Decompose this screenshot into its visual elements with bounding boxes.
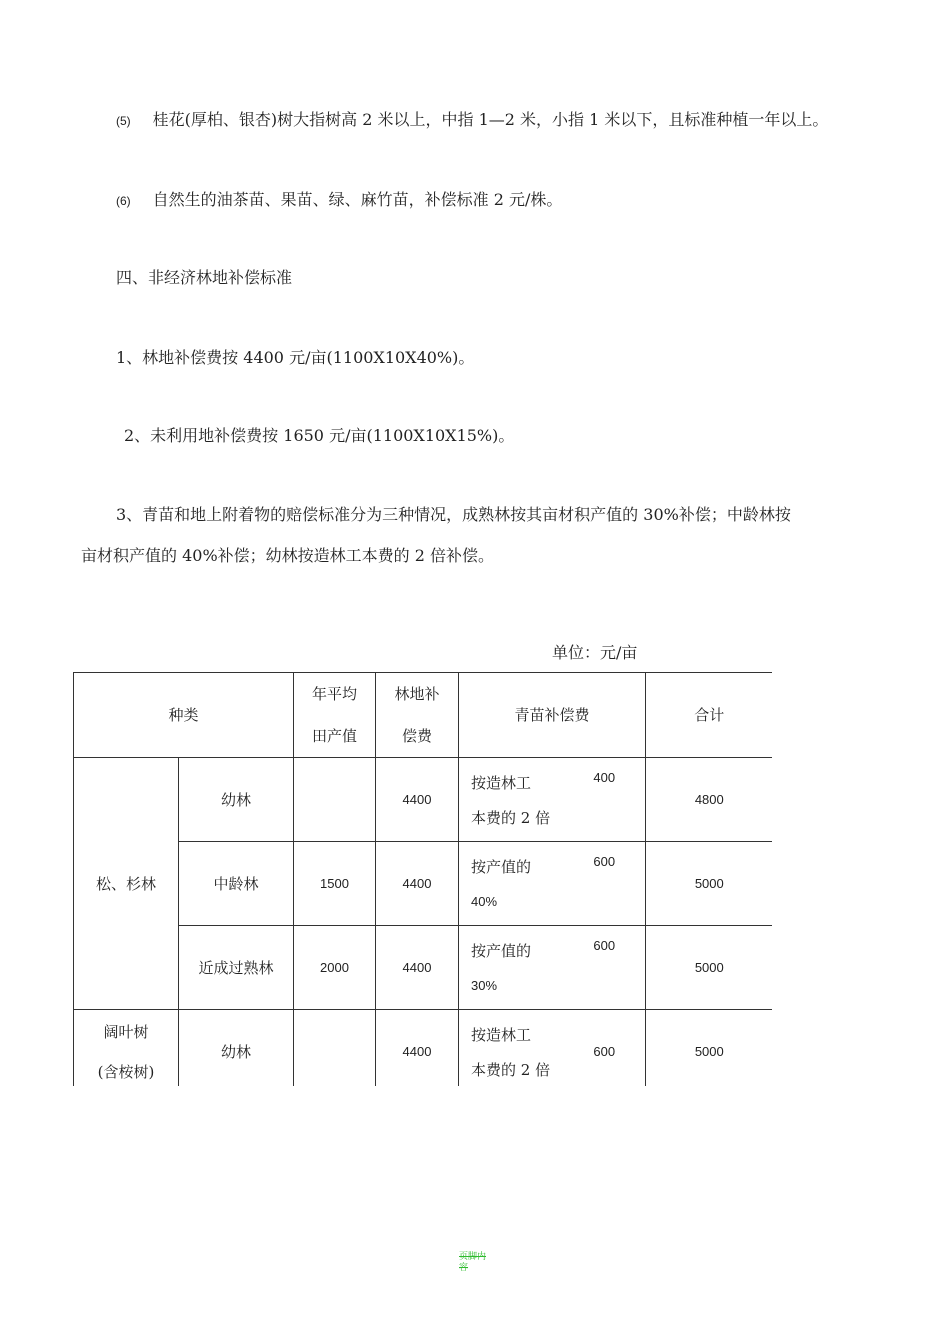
paragraph-6: [116, 190, 562, 211]
note-cell: [459, 758, 564, 842]
avg-output-cell: [294, 758, 376, 842]
amount-cell: 600: [564, 1010, 646, 1087]
table-row: [74, 926, 773, 1010]
total-cell: 5000: [646, 1010, 772, 1087]
header-avg-output: [294, 673, 376, 758]
note-cell: [459, 926, 564, 1010]
stage-cell: 幼林: [179, 1010, 294, 1087]
group-broadleaf: [74, 1010, 179, 1087]
header-kind: 种类: [74, 673, 294, 758]
compensation-table-wrapper: [73, 672, 772, 1086]
note-line: 按造林工: [471, 774, 532, 792]
note-cell: [459, 842, 564, 926]
avg-output-cell: 1500: [294, 842, 376, 926]
total-cell: 5000: [646, 926, 772, 1010]
note-line: 按产值的: [471, 942, 532, 960]
note-line: 本费的 2 倍: [471, 1061, 551, 1079]
page-footer: 页脚内容: [459, 1252, 487, 1273]
section-heading: 四、非经济林地补偿标准: [116, 268, 293, 287]
compensation-table: [73, 672, 772, 1086]
note-line: 按造林工: [471, 1026, 532, 1044]
item-3-line-2: 亩材积产值的 40%补偿；幼林按造林工本费的 2 倍补偿。: [81, 546, 495, 565]
amount-cell: 600: [564, 842, 646, 926]
note-cell: [459, 1010, 564, 1087]
note-line: 30%: [471, 978, 498, 993]
amount-cell: 400: [564, 758, 646, 842]
note-line: 按产值的: [471, 858, 532, 876]
amount-cell: 600: [564, 926, 646, 1010]
land-fee-cell: 4400: [376, 926, 459, 1010]
stage-cell: 中龄林: [179, 842, 294, 926]
avg-output-cell: [294, 1010, 376, 1087]
total-cell: 4800: [646, 758, 772, 842]
table-header-row: [74, 673, 773, 758]
avg-output-cell: 2000: [294, 926, 376, 1010]
header-land-fee: [376, 673, 459, 758]
group-line: 阔叶树: [103, 1022, 149, 1041]
stage-cell: 幼林: [179, 758, 294, 842]
header-line: 偿费: [402, 727, 433, 745]
header-total: 合计: [646, 673, 772, 758]
stage-cell: 近成过熟林: [179, 926, 294, 1010]
land-fee-cell: 4400: [376, 1010, 459, 1087]
paragraph-text: 桂花(厚柏、银杏)树大指树高 2 米以上，中指 1—2 米，小指 1 米以下，且标准种植一年以上。: [152, 110, 829, 129]
table-row: [74, 758, 773, 842]
note-line: 40%: [471, 894, 498, 909]
item-2: 2、未利用地补偿费按 1650 元/亩(1100X10X15%)。: [124, 426, 515, 445]
unit-label: 单位：元/亩: [552, 643, 638, 662]
note-line: 本费的 2 倍: [471, 809, 551, 827]
header-seedling-fee: 青苗补偿费: [459, 673, 646, 758]
paragraph-5: [116, 110, 828, 131]
item-number: (5): [116, 114, 131, 128]
header-line: 林地补: [394, 685, 440, 703]
item-3-line-1: 3、青苗和地上附着物的赔偿标准分为三种情况，成熟林按其亩材积产值的 30%补偿；中龄林按: [116, 505, 791, 524]
item-1: 1、林地补偿费按 4400 元/亩(1100X10X40%)。: [116, 348, 475, 367]
table-row: [74, 842, 773, 926]
paragraph-text: 自然生的油茶苗、果苗、绿、麻竹苗，补偿标准 2 元/株。: [152, 190, 563, 209]
group-line: (含桉树): [97, 1062, 155, 1081]
group-pine-fir: 松、杉林: [74, 758, 179, 1010]
header-line: 田产值: [312, 727, 358, 745]
land-fee-cell: 4400: [376, 758, 459, 842]
header-line: 年平均: [312, 685, 358, 703]
land-fee-cell: 4400: [376, 842, 459, 926]
item-number: (6): [116, 194, 131, 208]
table-row: [74, 1010, 773, 1087]
total-cell: 5000: [646, 842, 772, 926]
